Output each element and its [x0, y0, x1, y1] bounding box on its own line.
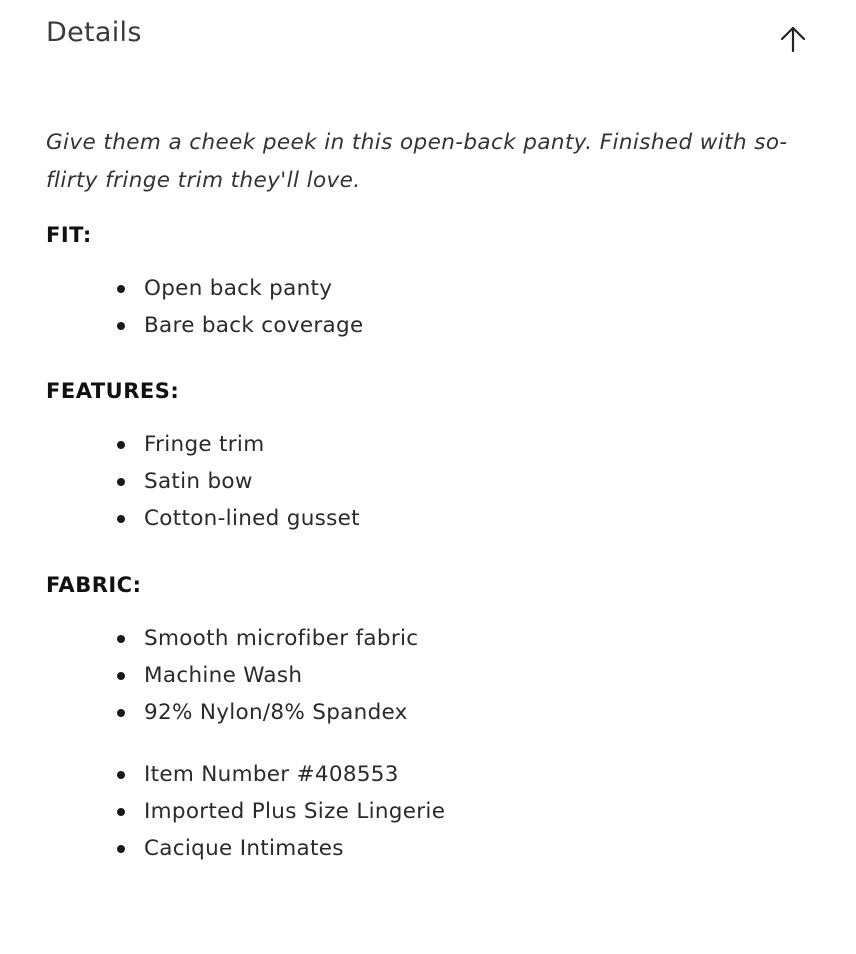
fabric-list	[46, 620, 816, 731]
details-content	[46, 124, 816, 867]
fabric-heading: FABRIC:	[46, 573, 142, 597]
details-title: Details	[46, 17, 142, 48]
list-item: Item Number #408553	[117, 756, 816, 793]
fit-heading: FIT:	[46, 223, 92, 247]
arrow-up-icon	[780, 25, 806, 53]
list-item: Machine Wash	[117, 657, 816, 694]
details-accordion-header[interactable]	[46, 14, 810, 58]
fit-list	[46, 270, 816, 344]
product-description: Give them a cheek peek in this open-back panty. Finished with so-flirty fringe trim they'll love.	[46, 130, 788, 193]
collapse-button[interactable]	[776, 22, 810, 56]
list-item: Imported Plus Size Lingerie	[117, 793, 816, 830]
list-item: Cotton-lined gusset	[117, 500, 816, 537]
list-item: Smooth microfiber fabric	[117, 620, 816, 657]
list-item: Fringe trim	[117, 426, 816, 463]
item-info-list	[46, 756, 816, 867]
features-heading: FEATURES:	[46, 379, 180, 403]
list-item: 92% Nylon/8% Spandex	[117, 694, 816, 731]
features-list	[46, 426, 816, 537]
list-item: Open back panty	[117, 270, 816, 307]
list-item: Bare back coverage	[117, 307, 816, 344]
list-item: Satin bow	[117, 463, 816, 500]
list-item: Cacique Intimates	[117, 830, 816, 867]
